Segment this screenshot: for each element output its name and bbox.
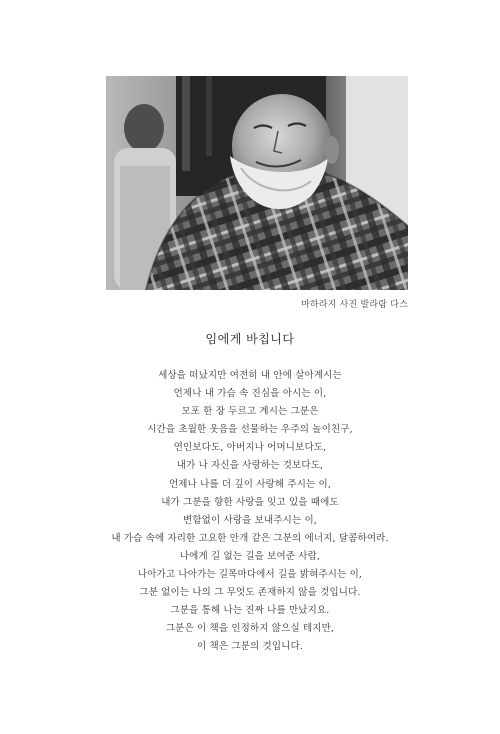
photo-caption: 마하라지 사진 발라람 다스 (300, 300, 408, 310)
poem-line: 언제나 나를 더 깊이 사랑해 주시는 이, (168, 478, 332, 490)
poem-line: 내 가슴 속에 자리한 고요한 안개 같은 그분의 에너지, 달콤하여라. (111, 532, 389, 544)
portrait-illustration (106, 76, 408, 290)
poem-line: 모포 한 장 두르고 계시는 그분은 (181, 406, 319, 418)
poem-line: 세상을 떠났지만 여전히 내 안에 살아계시는 (158, 370, 342, 381)
poem-line: 나아가고 나아가는 길목마다에서 길을 밝혀주시는 이, (137, 569, 363, 581)
poem-line: 연인보다도, 아버지나 어머니보다도, (173, 442, 327, 454)
poem-line: 언제나 내 가슴 속 진심을 아시는 이, (173, 388, 327, 400)
poem-line: 시간을 초월한 웃음을 선물하는 우주의 놀이친구, (147, 424, 353, 436)
poem-line: 그분은 이 책을 인정하지 않으실 테지만, (165, 623, 335, 635)
poem-line: 그분 없이는 나의 그 무엇도 존재하지 않을 것입니다. (139, 587, 361, 599)
dedication-poem (0, 367, 500, 657)
poem-line: 내가 그분을 향한 사랑을 잊고 있을 때에도 (161, 496, 339, 508)
poem-line: 그분을 통해 나는 진짜 나를 만났지요. (170, 605, 330, 617)
poem-line: 이 책은 그분의 것입니다. (197, 641, 303, 653)
dedication-title: 임에게 바칩니다 (205, 332, 295, 346)
poem-line: 내가 나 자신을 사랑하는 것보다도, (176, 460, 324, 472)
portrait-photo (106, 76, 408, 290)
poem-line: 나에게 길 없는 길을 보여준 사람, (179, 550, 321, 562)
poem-line: 변함없이 사랑을 보내주시는 이, (183, 514, 317, 526)
